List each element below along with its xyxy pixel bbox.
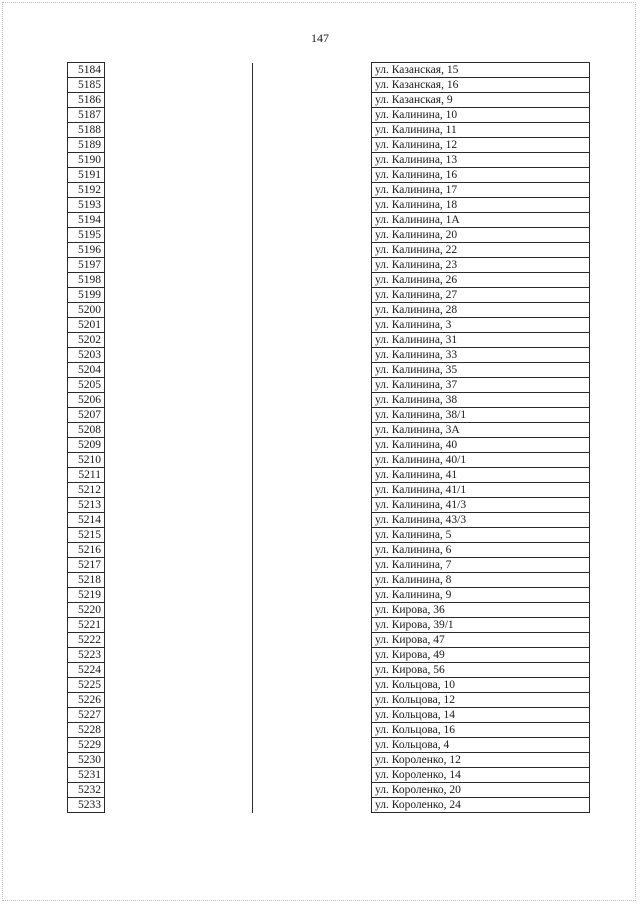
empty-cell (105, 78, 253, 93)
row-number-cell: 5224 (68, 663, 105, 678)
empty-cell (253, 573, 372, 588)
address-cell: ул. Калинина, 20 (372, 228, 590, 243)
empty-cell (105, 198, 253, 213)
empty-cell (105, 723, 253, 738)
table-row (68, 693, 590, 708)
row-number-cell: 5217 (68, 558, 105, 573)
table-row (68, 708, 590, 723)
row-number-cell: 5184 (68, 63, 105, 78)
address-cell: ул. Казанская, 9 (372, 93, 590, 108)
empty-cell (253, 93, 372, 108)
address-cell: ул. Казанская, 15 (372, 63, 590, 78)
address-cell: ул. Кирова, 39/1 (372, 618, 590, 633)
address-cell: ул. Кирова, 36 (372, 603, 590, 618)
empty-cell (105, 63, 253, 78)
row-number-cell: 5219 (68, 588, 105, 603)
empty-cell (105, 468, 253, 483)
empty-cell (105, 573, 253, 588)
table-row (68, 753, 590, 768)
empty-cell (105, 558, 253, 573)
row-number-cell: 5210 (68, 453, 105, 468)
row-number-cell: 5188 (68, 123, 105, 138)
address-cell: ул. Калинина, 26 (372, 273, 590, 288)
empty-cell (253, 798, 372, 813)
table-row (68, 618, 590, 633)
row-number-cell: 5220 (68, 603, 105, 618)
row-number-cell: 5206 (68, 393, 105, 408)
row-number-cell: 5195 (68, 228, 105, 243)
address-cell: ул. Калинина, 3 (372, 318, 590, 333)
table-row (68, 243, 590, 258)
empty-cell (253, 393, 372, 408)
row-number-cell: 5200 (68, 303, 105, 318)
table-row (68, 213, 590, 228)
empty-cell (253, 273, 372, 288)
empty-cell (105, 228, 253, 243)
empty-cell (105, 138, 253, 153)
table-row (68, 258, 590, 273)
empty-cell (105, 153, 253, 168)
row-number-cell: 5223 (68, 648, 105, 663)
address-cell: ул. Калинина, 6 (372, 543, 590, 558)
row-number-cell: 5221 (68, 618, 105, 633)
row-number-cell: 5185 (68, 78, 105, 93)
empty-cell (105, 783, 253, 798)
row-number-cell: 5196 (68, 243, 105, 258)
row-number-cell: 5232 (68, 783, 105, 798)
empty-cell (105, 303, 253, 318)
empty-cell (253, 408, 372, 423)
empty-cell (253, 288, 372, 303)
row-number-cell: 5214 (68, 513, 105, 528)
address-cell: ул. Калинина, 31 (372, 333, 590, 348)
address-cell: ул. Калинина, 3А (372, 423, 590, 438)
address-cell: ул. Калинина, 35 (372, 363, 590, 378)
empty-cell (253, 528, 372, 543)
table-row (68, 138, 590, 153)
row-number-cell: 5198 (68, 273, 105, 288)
row-number-cell: 5190 (68, 153, 105, 168)
address-cell: ул. Калинина, 11 (372, 123, 590, 138)
address-cell: ул. Калинина, 5 (372, 528, 590, 543)
empty-cell (105, 768, 253, 783)
row-number-cell: 5186 (68, 93, 105, 108)
table-row (68, 93, 590, 108)
row-number-cell: 5212 (68, 483, 105, 498)
table-row (68, 153, 590, 168)
empty-cell (253, 693, 372, 708)
empty-cell (105, 168, 253, 183)
empty-cell (253, 198, 372, 213)
address-cell: ул. Калинина, 40 (372, 438, 590, 453)
empty-cell (253, 123, 372, 138)
table-row (68, 363, 590, 378)
table-row (68, 678, 590, 693)
table-row (68, 483, 590, 498)
address-cell: ул. Калинина, 41/3 (372, 498, 590, 513)
empty-cell (105, 363, 253, 378)
empty-cell (105, 243, 253, 258)
address-cell: ул. Короленко, 14 (372, 768, 590, 783)
address-cell: ул. Калинина, 41 (372, 468, 590, 483)
row-number-cell: 5189 (68, 138, 105, 153)
row-number-cell: 5213 (68, 498, 105, 513)
empty-cell (105, 393, 253, 408)
address-cell: ул. Калинина, 40/1 (372, 453, 590, 468)
empty-cell (253, 543, 372, 558)
table-row (68, 798, 590, 813)
table-row (68, 438, 590, 453)
address-cell: ул. Калинина, 1А (372, 213, 590, 228)
address-table (67, 62, 590, 813)
address-cell: ул. Короленко, 12 (372, 753, 590, 768)
row-number-cell: 5225 (68, 678, 105, 693)
empty-cell (253, 258, 372, 273)
empty-cell (105, 543, 253, 558)
address-cell: ул. Кирова, 49 (372, 648, 590, 663)
address-cell: ул. Калинина, 37 (372, 378, 590, 393)
empty-cell (105, 378, 253, 393)
row-number-cell: 5226 (68, 693, 105, 708)
empty-cell (253, 363, 372, 378)
row-number-cell: 5227 (68, 708, 105, 723)
address-cell: ул. Калинина, 38 (372, 393, 590, 408)
table-row (68, 513, 590, 528)
table-row (68, 453, 590, 468)
row-number-cell: 5229 (68, 738, 105, 753)
address-cell: ул. Калинина, 22 (372, 243, 590, 258)
empty-cell (105, 483, 253, 498)
row-number-cell: 5218 (68, 573, 105, 588)
page-number: 147 (311, 31, 329, 45)
empty-cell (253, 63, 372, 78)
address-cell: ул. Короленко, 20 (372, 783, 590, 798)
empty-cell (105, 273, 253, 288)
empty-cell (105, 288, 253, 303)
empty-cell (253, 783, 372, 798)
row-number-cell: 5202 (68, 333, 105, 348)
empty-cell (105, 663, 253, 678)
row-number-cell: 5208 (68, 423, 105, 438)
empty-cell (253, 318, 372, 333)
row-number-cell: 5222 (68, 633, 105, 648)
address-cell: ул. Калинина, 16 (372, 168, 590, 183)
row-number-cell: 5205 (68, 378, 105, 393)
empty-cell (253, 213, 372, 228)
empty-cell (105, 93, 253, 108)
table-row (68, 543, 590, 558)
row-number-cell: 5192 (68, 183, 105, 198)
empty-cell (105, 798, 253, 813)
table-row (68, 288, 590, 303)
table-row (68, 333, 590, 348)
empty-cell (105, 693, 253, 708)
address-cell: ул. Кольцова, 14 (372, 708, 590, 723)
empty-cell (253, 663, 372, 678)
empty-cell (105, 438, 253, 453)
table-row (68, 378, 590, 393)
empty-cell (253, 648, 372, 663)
table-row (68, 588, 590, 603)
table-row (68, 228, 590, 243)
row-number-cell: 5209 (68, 438, 105, 453)
table-row (68, 648, 590, 663)
row-number-cell: 5203 (68, 348, 105, 363)
empty-cell (105, 708, 253, 723)
row-number-cell: 5215 (68, 528, 105, 543)
empty-cell (253, 138, 372, 153)
empty-cell (253, 753, 372, 768)
address-cell: ул. Калинина, 12 (372, 138, 590, 153)
table-row (68, 198, 590, 213)
row-number-cell: 5216 (68, 543, 105, 558)
empty-cell (253, 603, 372, 618)
table-row (68, 63, 590, 78)
table-row (68, 393, 590, 408)
table-row (68, 738, 590, 753)
table-row (68, 408, 590, 423)
address-cell: ул. Кирова, 56 (372, 663, 590, 678)
empty-cell (253, 168, 372, 183)
table-row (68, 318, 590, 333)
empty-cell (105, 738, 253, 753)
empty-cell (253, 678, 372, 693)
empty-cell (253, 333, 372, 348)
empty-cell (253, 228, 372, 243)
empty-cell (105, 408, 253, 423)
address-cell: ул. Кирова, 47 (372, 633, 590, 648)
empty-cell (253, 588, 372, 603)
row-number-cell: 5194 (68, 213, 105, 228)
table-row (68, 108, 590, 123)
row-number-cell: 5199 (68, 288, 105, 303)
empty-cell (105, 348, 253, 363)
address-cell: ул. Калинина, 33 (372, 348, 590, 363)
table-row (68, 783, 590, 798)
address-cell: ул. Калинина, 28 (372, 303, 590, 318)
row-number-cell: 5233 (68, 798, 105, 813)
row-number-cell: 5207 (68, 408, 105, 423)
address-cell: ул. Калинина, 7 (372, 558, 590, 573)
table-row (68, 528, 590, 543)
table-row (68, 723, 590, 738)
row-number-cell: 5187 (68, 108, 105, 123)
row-number-cell: 5201 (68, 318, 105, 333)
row-number-cell: 5204 (68, 363, 105, 378)
address-cell: ул. Калинина, 17 (372, 183, 590, 198)
empty-cell (105, 618, 253, 633)
address-cell: ул. Калинина, 13 (372, 153, 590, 168)
empty-cell (253, 153, 372, 168)
address-cell: ул. Кольцова, 4 (372, 738, 590, 753)
empty-cell (105, 423, 253, 438)
table-row (68, 303, 590, 318)
empty-cell (105, 498, 253, 513)
table-row (68, 558, 590, 573)
empty-cell (105, 318, 253, 333)
address-cell: ул. Казанская, 16 (372, 78, 590, 93)
empty-cell (253, 303, 372, 318)
empty-cell (253, 723, 372, 738)
empty-cell (253, 423, 372, 438)
empty-cell (105, 183, 253, 198)
row-number-cell: 5193 (68, 198, 105, 213)
address-cell: ул. Кольцова, 12 (372, 693, 590, 708)
empty-cell (253, 108, 372, 123)
empty-cell (253, 78, 372, 93)
table-row (68, 168, 590, 183)
empty-cell (105, 603, 253, 618)
empty-cell (105, 588, 253, 603)
empty-cell (253, 768, 372, 783)
empty-cell (105, 123, 253, 138)
empty-cell (253, 633, 372, 648)
empty-cell (253, 618, 372, 633)
row-number-cell: 5191 (68, 168, 105, 183)
empty-cell (105, 753, 253, 768)
empty-cell (105, 453, 253, 468)
empty-cell (105, 513, 253, 528)
address-cell: ул. Кольцова, 10 (372, 678, 590, 693)
empty-cell (253, 558, 372, 573)
address-cell: ул. Калинина, 38/1 (372, 408, 590, 423)
empty-cell (105, 213, 253, 228)
address-table-body (68, 63, 590, 813)
table-row (68, 273, 590, 288)
empty-cell (105, 678, 253, 693)
address-cell: ул. Калинина, 23 (372, 258, 590, 273)
row-number-cell: 5211 (68, 468, 105, 483)
table-row (68, 348, 590, 363)
address-cell: ул. Калинина, 10 (372, 108, 590, 123)
table-row (68, 468, 590, 483)
empty-cell (253, 348, 372, 363)
address-cell: ул. Кольцова, 16 (372, 723, 590, 738)
table-row (68, 603, 590, 618)
table-row (68, 498, 590, 513)
empty-cell (105, 648, 253, 663)
empty-cell (105, 258, 253, 273)
empty-cell (253, 468, 372, 483)
address-cell: ул. Калинина, 43/3 (372, 513, 590, 528)
empty-cell (253, 183, 372, 198)
empty-cell (253, 513, 372, 528)
row-number-cell: 5228 (68, 723, 105, 738)
row-number-cell: 5231 (68, 768, 105, 783)
table-row (68, 633, 590, 648)
table-row (68, 78, 590, 93)
address-cell: ул. Калинина, 18 (372, 198, 590, 213)
empty-cell (253, 243, 372, 258)
empty-cell (105, 108, 253, 123)
address-cell: ул. Калинина, 9 (372, 588, 590, 603)
address-cell: ул. Калинина, 8 (372, 573, 590, 588)
empty-cell (253, 708, 372, 723)
table-row (68, 573, 590, 588)
address-cell: ул. Короленко, 24 (372, 798, 590, 813)
row-number-cell: 5230 (68, 753, 105, 768)
row-number-cell: 5197 (68, 258, 105, 273)
empty-cell (253, 738, 372, 753)
empty-cell (105, 633, 253, 648)
table-row (68, 423, 590, 438)
address-cell: ул. Калинина, 41/1 (372, 483, 590, 498)
empty-cell (105, 333, 253, 348)
empty-cell (253, 453, 372, 468)
empty-cell (253, 483, 372, 498)
table-row (68, 663, 590, 678)
table-row (68, 183, 590, 198)
empty-cell (105, 528, 253, 543)
table-row (68, 123, 590, 138)
empty-cell (253, 498, 372, 513)
address-cell: ул. Калинина, 27 (372, 288, 590, 303)
table-row (68, 768, 590, 783)
empty-cell (253, 438, 372, 453)
empty-cell (253, 378, 372, 393)
